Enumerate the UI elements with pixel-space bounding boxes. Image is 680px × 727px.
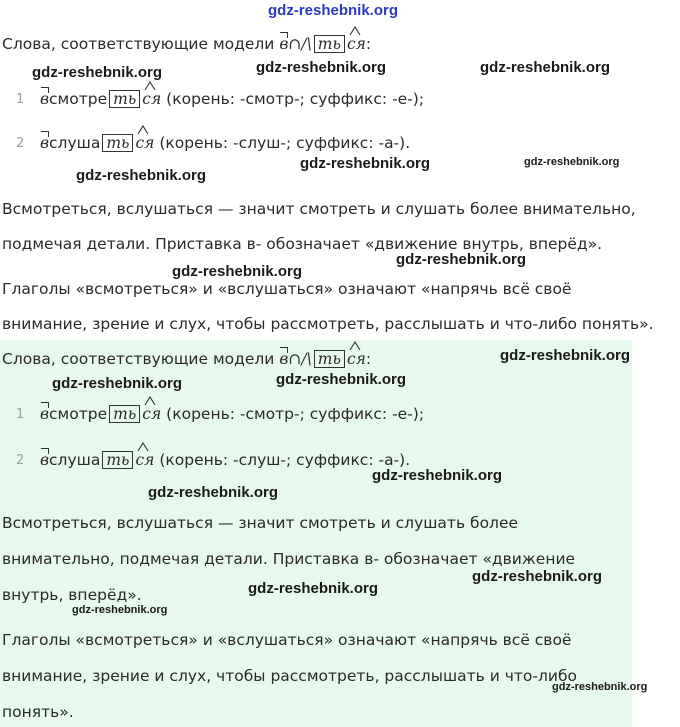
watermark: gdz-reshebnik.org [552, 681, 648, 693]
word-prefix: в [40, 405, 49, 423]
list-item [40, 90, 424, 108]
list-item [40, 405, 424, 423]
word-prefix: в [40, 134, 49, 152]
watermark: gdz-reshebnik.org [172, 263, 303, 280]
paragraph-line: Всмотреться, вслушаться — значит смотреть и слушать более [2, 514, 519, 532]
list-item-number: 1 [16, 92, 25, 107]
watermark-top: gdz-reshebnik.org [268, 2, 399, 19]
paragraph-line: внимание, зрение и слух, чтобы рассмотреть, расслышать и что-либо понять». [2, 315, 654, 333]
model-prefix: в [279, 35, 288, 53]
word-ending: ть [109, 90, 140, 108]
list-item [40, 451, 410, 469]
word-prefix: в [40, 451, 49, 469]
word-prefix: в [40, 90, 49, 108]
word-ending: ть [102, 451, 133, 469]
model-postfix: ся [347, 350, 366, 368]
watermark: gdz-reshebnik.org [300, 155, 431, 172]
paragraph-line: Глаголы «всмотреться» и «вслушаться» означают «напрячь всё своё [2, 280, 572, 298]
watermark: gdz-reshebnik.org [276, 371, 407, 388]
heading-text: Слова, соответствующие модели [2, 35, 275, 53]
list-item-number: 2 [16, 453, 25, 468]
watermark: gdz-reshebnik.org [76, 167, 207, 184]
model-prefix: в [279, 350, 288, 368]
watermark: gdz-reshebnik.org [472, 568, 603, 585]
model-suffix-sign: /\ [301, 350, 312, 368]
word-stem: слуша [49, 451, 101, 469]
word-explanation: (корень: -слуш-; суффикс: -а-). [159, 134, 411, 152]
list-item [40, 134, 410, 152]
word-ending: ть [102, 134, 133, 152]
paragraph-line: Всмотреться, вслушаться — значит смотреть и слушать более внимательно, [2, 200, 636, 218]
word-postfix: ся [142, 405, 161, 423]
watermark: gdz-reshebnik.org [372, 467, 503, 484]
watermark: gdz-reshebnik.org [396, 251, 527, 268]
word-explanation: (корень: -смотр-; суффикс: -е-); [166, 405, 425, 423]
heading-text: Слова, соответствующие модели [2, 350, 275, 368]
section2-heading: Слова, соответствующие модели в∩/\ ть ся: [2, 350, 371, 368]
watermark: gdz-reshebnik.org [52, 375, 183, 392]
word-postfix: ся [135, 134, 154, 152]
word-explanation: (корень: -смотр-; суффикс: -е-); [166, 90, 425, 108]
paragraph-line: понять». [2, 703, 74, 721]
list-item-number: 1 [16, 407, 25, 422]
word-explanation: (корень: -слуш-; суффикс: -а-). [159, 451, 411, 469]
watermark: gdz-reshebnik.org [248, 580, 379, 597]
list-item-number: 2 [16, 136, 25, 151]
model-root-sign: ∩ [288, 35, 302, 53]
word-stem: слуша [49, 134, 101, 152]
word-postfix: ся [142, 90, 161, 108]
word-stem: смотре [49, 405, 108, 423]
model-root-sign: ∩ [288, 350, 302, 368]
paragraph-line: внимательно, подмечая детали. Приставка в- обозначает «движение [2, 550, 576, 568]
model-suffix-sign: /\ [301, 35, 312, 53]
model-postfix: ся [347, 35, 366, 53]
model-ending: ть [314, 350, 345, 368]
word-postfix: ся [135, 451, 154, 469]
watermark: gdz-reshebnik.org [524, 156, 620, 168]
paragraph-line: внимание, зрение и слух, чтобы рассмотреть, расслышать и что-либо [2, 667, 578, 685]
section1-heading: Слова, соответствующие модели в∩/\ ть ся: [2, 35, 371, 53]
word-ending: ть [109, 405, 140, 423]
watermark: gdz-reshebnik.org [256, 59, 387, 76]
paragraph-line: подмечая детали. Приставка в- обозначает «движение внутрь, вперёд». [2, 235, 603, 253]
paragraph-line: Глаголы «всмотреться» и «вслушаться» означают «напрячь всё своё [2, 631, 572, 649]
watermark: gdz-reshebnik.org [500, 347, 631, 364]
watermark: gdz-reshebnik.org [32, 64, 163, 81]
model-ending: ть [314, 35, 345, 53]
watermark: gdz-reshebnik.org [148, 484, 279, 501]
watermark: gdz-reshebnik.org [480, 59, 611, 76]
word-stem: смотре [49, 90, 108, 108]
watermark: gdz-reshebnik.org [72, 604, 168, 616]
paragraph-line: внутрь, вперёд». [2, 586, 142, 604]
